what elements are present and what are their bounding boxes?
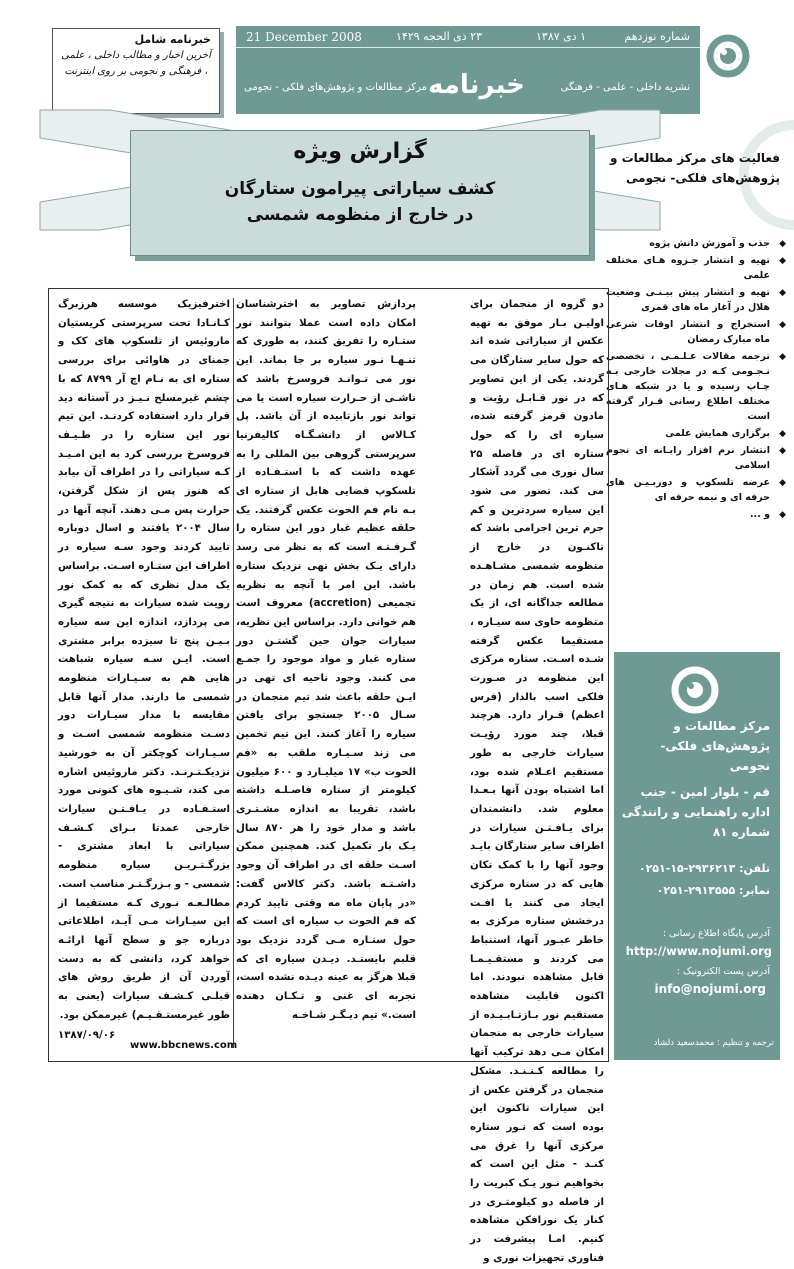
article-column-2: پردازش تصاویر به اخترشناسان امکان داده است عملا بتوانند نور ستـاره را تفریق کنند، به طوری که تنـهـا نـور سیاره بر جا بماند. این نور می تـوانـد فروسرخ باشد که ناشـی از حـرارت سیاره است یا می تواند نور بازتابیده از آن باشد. پل کـالاس از دانشـگـاه کالیفرنیا سرپرستی گروهی بین المللی را به عهده داشت که با استـفـاده از تلسکوپ فضایی هابل از ستاره ای بـه نام فم الحوت عکس گرفتند. یک حلقه عظیم غبار دور این ستاره را گـرفـتـه است که به نظر می رسد دارای یـک بخش تهی نزدیک ستاره باشد. این امر با آنچه به نظریه تجمیعی (accretion) معروف است هم خوانی دارد. براساس این نظریه، سیارات جوان حین گشتـن دور ستاره غبار و مواد موجود را جمـع می کنند. وجود ناحیه ای تهی در ایـن حلقه باعث شد تیم منجمان در سـال ۲۰۰۵ جستجو برای یافتن سیاره را آغاز کنند. این تیم تخمین می زند سـیـاره ملقب به «فم الحوت ب» ۱۷ میلیـارد و ۶۰۰ میلیون کیلومتر از ستاره فاصـلـه داشته باشد، تقریبا به اندازه مشـتـری باشد و مدار خود را هر ۸۷۰ سال یـک بار تکمیل کند. همچنین ممکن اسـت حلقه ای در اطراف آن وجود داشـتـه باشد. دکتر کالاس گفت: «در پایان ماه مه وقتی تایید کردم که فم الحوت ب سیاره ای است که حول ستـاره مـی گردد نزدیک بود قلبم بایستـد. دیـدن سیاره ای که قبلا هرگز به عینه دیـده نشده است، تجربه ای غنی و تـکـان دهنده است.» تیم دیـگـر شـاخـه: [236, 299, 416, 1021]
masthead-org: مرکز مطالعات و پژوهش‌های فلکی - نجومی: [244, 82, 427, 93]
activities-heading-line1: فعالیت های مرکز مطالعات و: [609, 151, 780, 165]
org-logo-icon: [700, 22, 746, 92]
diamond-bullet-icon: ◆: [779, 288, 786, 298]
activities-list: [606, 236, 786, 524]
diamond-bullet-icon: ◆: [779, 429, 786, 439]
diamond-bullet-icon: ◆: [779, 320, 786, 330]
article-column-1: دو گروه از منجمان برای اولیـن بـار موفق به تهیه عکس از سیاراتی شده اند که حول سایر ستارگان می گردند. یکی از این تصاویر که در نور قـابـل رؤیت و مادون قرمز گرفته شده، سیاره ای را که حول ستاره ای در فاصله ۲۵ سال نوری می گردد آشکار می کند. تصور می شود این سیاره سردترین و کم جرم ترین اجرامی باشد که تاکنـون در خارج از منظومه شمسی مشـاهـده شده است. هم زمان در مطالعه جداگانه ای، از یک منظومه حاوی سه سیـاره ، مستقیما عکس گرفته شـده اسـت. ستاره مرکزی این منظومه در صـورت فلکی اسب بالدار (فرس اعظم) قـرار دارد. هرچند قبلا، چند مورد رؤیـت سیارات خارجی به طور مستقیم اعـلام شده بود، اما اشتباه بودن آنها بـعـدا معلوم شد. دانشمندان برای یـافـتـن سیارات در اطراف سایر ستارگان بایـد وجود آنها را با کمک تکان هایی که در ستاره مرکزی ایجاد می کنند یا افـت درخشش ستاره مرکزی به خاطر عبـور آنها، استنباط می کردند و مستقـیـمـا قابل مشاهده نبودند. اما اکنون قابلیت مشاهده مستقیم نور بـازتـابـیـده از سیارات خارجی به منجمان امکان مـی دهد ترکیب آنها را مطالعه کـنـنـد. مشکل منجمان در گرفتن عکس از این سیارات تاکنون این بوده است که نـور ستاره مرکزی آنها را غرق می کنـد - مثل این است که بخواهیم نـور یـک کبریت را از فاصله دو کیلومتـری در کنار یک نورافکن مشاهده کنیم. امـا پیشرفت در فناوری تجهیزات نوری و: [470, 299, 604, 1264]
diamond-bullet-icon: ◆: [779, 446, 786, 456]
website-link[interactable]: http://www.nojumi.org: [625, 944, 772, 958]
list-item: ◆ انتشار نرم افزار رایـانه ای نجوم اسلامی: [606, 445, 786, 471]
article-date: ۱۳۸۷/۰۹/۰۶: [58, 1030, 116, 1042]
diamond-bullet-icon: ◆: [779, 478, 786, 488]
date-shamsi: ۱ دی ۱۳۸۷: [536, 30, 587, 43]
newsletter-box-title: خبرنامه شامل: [134, 33, 211, 46]
report-subtitle-line1: کشف سیاراتی پیرامون ستارگان: [224, 179, 496, 199]
activities-heading: [596, 148, 780, 188]
contact-panel: [614, 652, 780, 1060]
report-subtitle: [131, 176, 589, 228]
org-logo-icon: [668, 662, 722, 718]
editor-credit: ترجمه و تنظیم : محمدسعید دلشاد: [653, 1038, 774, 1048]
diamond-bullet-icon: ◆: [779, 239, 786, 249]
list-item: ◆ ترجمه مقالات عـلـمـی ، تخصصی نـجـومی کـه در مجلات خارجی بـه چـاپ رسیده و یا در شبکه هـای مختلف اطلاع رسانی قـرار گرفته است: [606, 351, 786, 422]
list-item: ◆ جذب و آموزش دانش پژوه: [606, 236, 786, 251]
masthead-date-bar: [236, 26, 700, 48]
website-label: آدرس پایگاه اطلاع رسانی :: [662, 928, 770, 939]
report-subtitle-line2: در خارج از منظومه شمسی: [246, 205, 474, 225]
email-label: آدرس پست الکترونیک :: [676, 966, 770, 977]
date-hijri: ۲۳ ذی الحجه ۱۴۲۹: [396, 30, 482, 43]
article-column-3: [58, 296, 231, 1042]
article-source: www.bbcnews.com: [130, 1040, 238, 1051]
special-report-box: [130, 130, 590, 256]
diamond-bullet-icon: ◆: [779, 256, 786, 266]
masthead: [236, 26, 700, 114]
list-item: ◆ تهیه و انتشار جـزوه هـای مختلف علمی: [606, 255, 786, 281]
newsletter-info-box: [52, 28, 220, 114]
contact-org-name: مرکز مطالعات و پژوهش‌های فلکی- نجومی: [660, 719, 770, 773]
report-title: گزارش ویژه: [293, 139, 427, 164]
contact-address: قم - بلوار امین - جنب اداره راهنمایی و رانندگی شماره ۸۱: [621, 785, 770, 839]
newsletter-box-text: آخرین اخبار و مطالب داخلی ، علمی ، فرهنگی و نجومی بر روی اینترنت: [61, 50, 211, 77]
list-item: ◆ برگزاری همایش علمی: [606, 426, 786, 441]
list-item: ◆ و ...: [606, 507, 786, 522]
list-item: ◆ تهیه و انتشار پیش بیـنـی وضعیت هلال در آغاز ماه های قمری: [606, 287, 786, 313]
newsletter-logo-text: خبرنامه: [428, 70, 525, 100]
diamond-bullet-icon: ◆: [779, 352, 786, 362]
masthead-tagline: نشریه داخلی - علمی - فرهنگی: [560, 82, 690, 93]
column-divider: [233, 298, 234, 1048]
list-item: ◆ استخراج و انتشار اوقات شرعی ماه مبارک رمضان: [606, 319, 786, 345]
email-link[interactable]: info@nojumi.org: [654, 982, 766, 996]
article-column-3-text: اخترفیزیک موسسه هرزبرگ کـانـادا تحت سرپرستی کریستیان ماروئیس از تلسکوپ های کک و جمنای در هاوائی برای بررسی ستاره ای به نـام اچ آر ۸۷۹۹ که با چشم غیرمسلح نـیـز در آستانه دید قرار دارد استفاده کردنـد. این تیم نور این ستاره را در طـیـف فروسرخ بررسی کرد به این امـیـد کـه سیاراتی را در اطراف آن بیابد که هنوز پس از شکل گرفتن، حرارت پس مـی دهند. آنچه آنها در سال ۲۰۰۴ یافتند و اسال دوباره تایید کردند وجود سـه سیاره در اطراف این ستـاره اسـت. براساس یک مدل نظری که به کمک نور رویت شده سیارات به نتیجه گیری می پردازد، اندازه این سه سیاره بـیـن پنج تا سیزده برابر مشتری است. ایـن سـه سیاره شباهت هایی هم به سـیـارات منظومه شمسی ما دارند. مدار آنها قابل مقایسه با مدار سیـارات دور دسـت منظومه شمسی اسـت و سـیـارات کوچکتر آن به خورشید نزدیکـتـرنـد. دکتر ماروئیس اشاره می کند، شـیـوه های کنونی مورد استـفـاده در یـافـتـن سیارات خارجی عمدتا بـرای کـشـف سیاراتی با ابعاد مشتری - بزرگـتـریـن سیاره منظومه شمسی - و بـزرگـتـر مناسب است. مطالـعـه نـوری کـه مستقیما از این سیـارات مـی آیـد، اطلاعاتی درباره جو و سطح آنها ارائـه خواهد کرد، دانشی که به دست آوردن آن از طریق روش های قبلـی کـشـف سیارات (یعنی به طور غیرمستـقـیـم) غیرممکن بود.: [58, 299, 231, 1021]
date-gregorian: 21 December 2008: [246, 30, 362, 44]
activities-heading-line2: پژوهش‌های فلکی- نجومی: [626, 171, 780, 185]
contact-phone: تلفن: ۲۹۳۶۲۱۳-۱۵-۰۲۵۱: [638, 862, 770, 875]
diamond-bullet-icon: ◆: [779, 510, 786, 520]
contact-fax: نمابر: ۲۹۱۳۵۵۵-۰۲۵۱: [656, 884, 770, 897]
list-item: ◆ عرضه تلسکوپ و دوربـیـن های حرفه ای و نیمه حرفه ای: [606, 477, 786, 503]
issue-number: شماره نوزدهم: [624, 30, 690, 43]
